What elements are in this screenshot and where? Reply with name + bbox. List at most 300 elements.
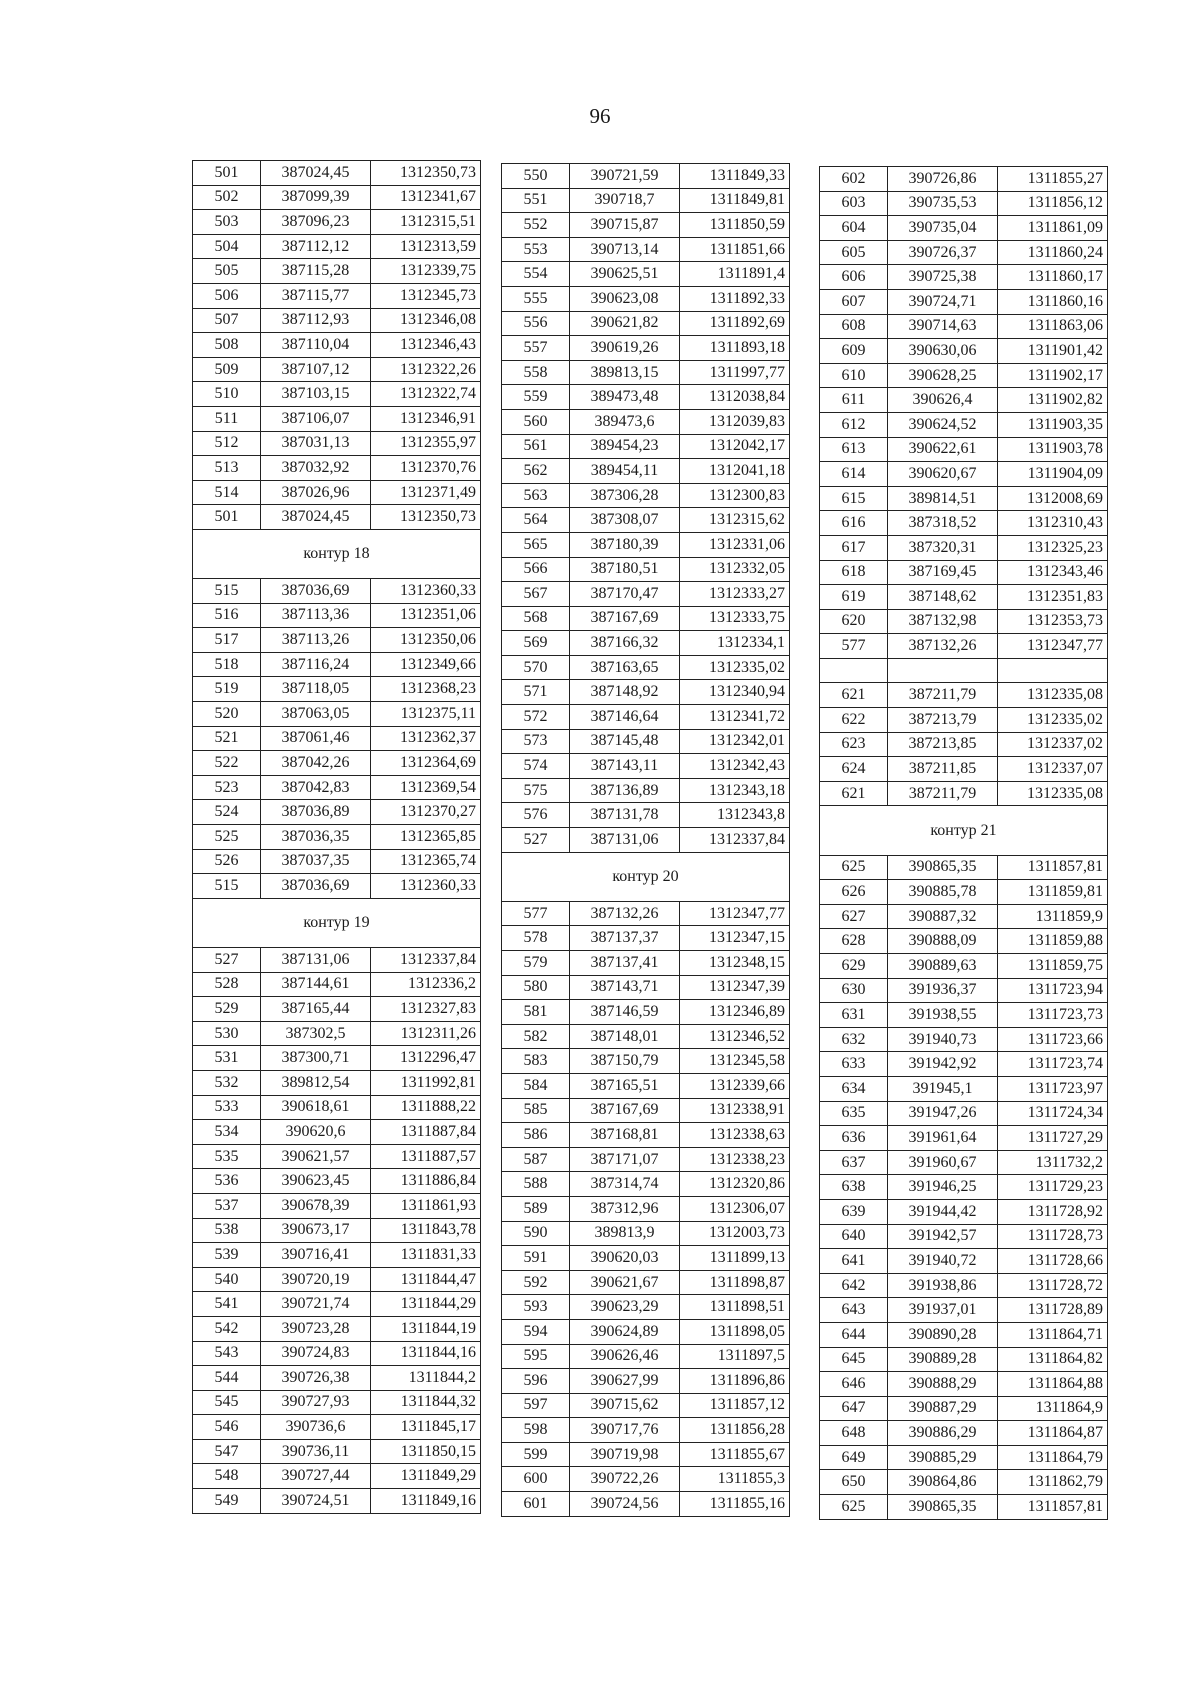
point-number-cell: 595: [502, 1344, 570, 1369]
y-coordinate-cell: 1311863,06: [998, 314, 1108, 339]
y-coordinate-cell: 1312365,74: [371, 849, 481, 874]
x-coordinate-cell: 391942,92: [888, 1052, 998, 1077]
x-coordinate-cell: 391936,37: [888, 978, 998, 1003]
point-number-cell: 501: [193, 161, 261, 186]
point-number-cell: 523: [193, 775, 261, 800]
table-row: [502, 508, 790, 533]
y-coordinate-cell: 1312343,8: [680, 803, 790, 828]
x-coordinate-cell: 391960,67: [888, 1150, 998, 1175]
x-coordinate-cell: 390717,76: [570, 1418, 680, 1443]
table-row: [820, 855, 1108, 880]
point-number-cell: 578: [502, 926, 570, 951]
table-row: [820, 1101, 1108, 1126]
point-number-cell: 621: [820, 781, 888, 806]
point-number-cell: 626: [820, 880, 888, 905]
x-coordinate-cell: 387063,05: [261, 702, 371, 727]
x-coordinate-cell: 390624,52: [888, 412, 998, 437]
x-coordinate-cell: 387103,15: [261, 382, 371, 407]
y-coordinate-cell: 1312345,58: [680, 1049, 790, 1074]
point-number-cell: 619: [820, 585, 888, 610]
x-coordinate-cell: 387148,01: [570, 1024, 680, 1049]
y-coordinate-cell: 1311904,09: [998, 462, 1108, 487]
x-coordinate-cell: 387113,26: [261, 628, 371, 653]
point-number-cell: 542: [193, 1316, 261, 1341]
x-coordinate-cell: 390621,57: [261, 1144, 371, 1169]
point-number-cell: 637: [820, 1150, 888, 1175]
point-number-cell: 588: [502, 1172, 570, 1197]
table-row: [193, 726, 481, 751]
point-number-cell: 532: [193, 1070, 261, 1095]
table-row: [820, 1298, 1108, 1323]
x-coordinate-cell: 387211,85: [888, 757, 998, 782]
x-coordinate-cell: 389473,6: [570, 409, 680, 434]
table-row: [502, 385, 790, 410]
x-coordinate-cell: 387036,69: [261, 874, 371, 899]
table-row: [502, 1172, 790, 1197]
page-number: 96: [589, 104, 611, 128]
y-coordinate-cell: 1312335,08: [998, 683, 1108, 708]
table-row: [193, 1267, 481, 1292]
x-coordinate-cell: 390625,51: [570, 262, 680, 287]
x-coordinate-cell: 390623,08: [570, 286, 680, 311]
y-coordinate-cell: 1312335,08: [998, 781, 1108, 806]
point-number-cell: 507: [193, 308, 261, 333]
table-row: [193, 1390, 481, 1415]
table-row: [820, 1273, 1108, 1298]
x-coordinate-cell: 390627,99: [570, 1369, 680, 1394]
table-row: [502, 1073, 790, 1098]
x-coordinate-cell: 390736,6: [261, 1415, 371, 1440]
x-coordinate-cell: 390673,17: [261, 1218, 371, 1243]
table-row: [820, 708, 1108, 733]
table-row: [820, 978, 1108, 1003]
point-number-cell: 635: [820, 1101, 888, 1126]
y-coordinate-cell: 1312347,77: [998, 634, 1108, 659]
x-coordinate-cell: 387115,77: [261, 283, 371, 308]
point-number-cell: 622: [820, 708, 888, 733]
y-coordinate-cell: 1311856,28: [680, 1418, 790, 1443]
point-number-cell: 625: [820, 1495, 888, 1520]
point-number-cell: 582: [502, 1024, 570, 1049]
point-number-cell: 586: [502, 1123, 570, 1148]
point-number-cell: 515: [193, 874, 261, 899]
x-coordinate-cell: 390725,38: [888, 265, 998, 290]
point-number-cell: 613: [820, 437, 888, 462]
point-number-cell: 639: [820, 1199, 888, 1224]
y-coordinate-cell: 1312346,89: [680, 1000, 790, 1025]
x-coordinate-cell: 390621,67: [570, 1270, 680, 1295]
table-row: [193, 1415, 481, 1440]
y-coordinate-cell: 1311891,4: [680, 262, 790, 287]
table-row: [820, 904, 1108, 929]
table-row: [502, 1024, 790, 1049]
x-coordinate-cell: 387143,11: [570, 754, 680, 779]
y-coordinate-cell: 1311849,29: [371, 1464, 481, 1489]
x-coordinate-cell: 390865,35: [888, 855, 998, 880]
y-coordinate-cell: 1311861,09: [998, 216, 1108, 241]
x-coordinate-cell: 390626,46: [570, 1344, 680, 1369]
table-row: [502, 237, 790, 262]
point-number-cell: 649: [820, 1445, 888, 1470]
y-coordinate-cell: 1312327,83: [371, 997, 481, 1022]
blank-row: [820, 658, 1108, 683]
point-number-cell: 625: [820, 855, 888, 880]
contour-heading-row: [820, 806, 1108, 855]
x-coordinate-cell: 390719,98: [570, 1442, 680, 1467]
x-coordinate-cell: 390630,06: [888, 339, 998, 364]
y-coordinate-cell: 1312342,43: [680, 754, 790, 779]
y-coordinate-cell: 1311899,13: [680, 1246, 790, 1271]
table-row: [820, 1126, 1108, 1151]
point-number-cell: 611: [820, 388, 888, 413]
table-row: [193, 849, 481, 874]
y-coordinate-cell: 1312365,85: [371, 825, 481, 850]
table-row: [502, 1319, 790, 1344]
point-number-cell: 536: [193, 1169, 261, 1194]
x-coordinate-cell: 390620,03: [570, 1246, 680, 1271]
x-coordinate-cell: 387167,69: [570, 606, 680, 631]
table-row: [193, 1120, 481, 1145]
y-coordinate-cell: 1312322,74: [371, 382, 481, 407]
x-coordinate-cell: 390726,86: [888, 167, 998, 192]
y-coordinate-cell: 1311859,81: [998, 880, 1108, 905]
table-row: [193, 825, 481, 850]
x-coordinate-cell: 387116,24: [261, 652, 371, 677]
table-row: [193, 1489, 481, 1514]
x-coordinate-cell: 391938,55: [888, 1003, 998, 1028]
point-number-cell: 632: [820, 1027, 888, 1052]
contour-heading: контур 19: [193, 898, 481, 947]
y-coordinate-cell: 1312342,01: [680, 729, 790, 754]
y-coordinate-cell: 1312350,06: [371, 628, 481, 653]
x-coordinate-cell: 387168,81: [570, 1123, 680, 1148]
x-coordinate-cell: 387318,52: [888, 511, 998, 536]
point-number-cell: 616: [820, 511, 888, 536]
y-coordinate-cell: 1311859,75: [998, 954, 1108, 979]
y-coordinate-cell: 1311861,93: [371, 1193, 481, 1218]
y-coordinate-cell: 1312345,73: [371, 283, 481, 308]
y-coordinate-cell: 1312346,43: [371, 333, 481, 358]
y-coordinate-cell: 1312313,59: [371, 234, 481, 259]
point-number-cell: 563: [502, 483, 570, 508]
point-number-cell: 610: [820, 363, 888, 388]
table-row: [502, 680, 790, 705]
x-coordinate-cell: 391947,26: [888, 1101, 998, 1126]
x-coordinate-cell: 387213,85: [888, 732, 998, 757]
point-number-cell: 585: [502, 1098, 570, 1123]
point-number-cell: 577: [502, 901, 570, 926]
y-coordinate-cell: 1311859,9: [998, 904, 1108, 929]
x-coordinate-cell: 391961,64: [888, 1126, 998, 1151]
y-coordinate-cell: 1312337,07: [998, 757, 1108, 782]
table-row: [193, 1341, 481, 1366]
table-row: [820, 412, 1108, 437]
table-row: [820, 1150, 1108, 1175]
y-coordinate-cell: 1311903,78: [998, 437, 1108, 462]
x-coordinate-cell: 390722,26: [570, 1467, 680, 1492]
x-coordinate-cell: 390713,14: [570, 237, 680, 262]
x-coordinate-cell: 387026,96: [261, 480, 371, 505]
table-row: [502, 1098, 790, 1123]
y-coordinate-cell: 1312341,72: [680, 705, 790, 730]
point-number-cell: 614: [820, 462, 888, 487]
y-coordinate-cell: 1312300,83: [680, 483, 790, 508]
y-coordinate-cell: 1312333,27: [680, 582, 790, 607]
y-coordinate-cell: 1311892,33: [680, 286, 790, 311]
x-coordinate-cell: 389813,9: [570, 1221, 680, 1246]
table-row: [820, 511, 1108, 536]
y-coordinate-cell: 1311886,84: [371, 1169, 481, 1194]
point-number-cell: 647: [820, 1396, 888, 1421]
y-coordinate-cell: 1312003,73: [680, 1221, 790, 1246]
x-coordinate-cell: 387131,06: [570, 828, 680, 853]
y-coordinate-cell: 1312038,84: [680, 385, 790, 410]
table-row: [193, 283, 481, 308]
point-number-cell: 565: [502, 532, 570, 557]
point-number-cell: 620: [820, 609, 888, 634]
x-coordinate-cell: 390888,09: [888, 929, 998, 954]
x-coordinate-cell: 390885,78: [888, 880, 998, 905]
point-number-cell: 560: [502, 409, 570, 434]
point-number-cell: 645: [820, 1347, 888, 1372]
y-coordinate-cell: 1312370,76: [371, 456, 481, 481]
y-coordinate-cell: 1311728,92: [998, 1199, 1108, 1224]
x-coordinate-cell: 387115,28: [261, 259, 371, 284]
point-number-cell: 531: [193, 1046, 261, 1071]
y-coordinate-cell: 1312315,51: [371, 210, 481, 235]
point-number-cell: 550: [502, 164, 570, 189]
point-number-cell: 521: [193, 726, 261, 751]
x-coordinate-cell: 387024,45: [261, 505, 371, 530]
table-row: [193, 1144, 481, 1169]
y-coordinate-cell: 1312332,05: [680, 557, 790, 582]
table-row: [193, 406, 481, 431]
x-coordinate-cell: 387137,41: [570, 951, 680, 976]
x-coordinate-cell: 387132,98: [888, 609, 998, 634]
y-coordinate-cell: 1312350,73: [371, 505, 481, 530]
table-row: [193, 948, 481, 973]
table-row: [502, 1467, 790, 1492]
table-row: [502, 1221, 790, 1246]
y-coordinate-cell: 1312346,52: [680, 1024, 790, 1049]
point-number-cell: 539: [193, 1243, 261, 1268]
coordinate-table-column-3: [819, 166, 1108, 1520]
point-number-cell: 517: [193, 628, 261, 653]
y-coordinate-cell: 1311887,84: [371, 1120, 481, 1145]
y-coordinate-cell: 1312008,69: [998, 486, 1108, 511]
y-coordinate-cell: 1312336,2: [371, 972, 481, 997]
x-coordinate-cell: 387099,39: [261, 185, 371, 210]
point-number-cell: 551: [502, 188, 570, 213]
point-number-cell: 603: [820, 191, 888, 216]
y-coordinate-cell: 1311728,66: [998, 1249, 1108, 1274]
x-coordinate-cell: 387308,07: [570, 508, 680, 533]
y-coordinate-cell: 1311855,67: [680, 1442, 790, 1467]
y-coordinate-cell: 1312375,11: [371, 702, 481, 727]
y-coordinate-cell: 1311831,33: [371, 1243, 481, 1268]
table-row: [820, 462, 1108, 487]
point-number-cell: 609: [820, 339, 888, 364]
point-number-cell: 631: [820, 1003, 888, 1028]
x-coordinate-cell: 387146,59: [570, 1000, 680, 1025]
point-number-cell: 526: [193, 849, 261, 874]
table-row: [193, 702, 481, 727]
y-coordinate-cell: 1311864,9: [998, 1396, 1108, 1421]
y-coordinate-cell: 1312350,73: [371, 161, 481, 186]
table-row: [502, 655, 790, 680]
table-row: [820, 191, 1108, 216]
x-coordinate-cell: 387144,61: [261, 972, 371, 997]
table-row: [820, 1421, 1108, 1446]
table-row: [502, 434, 790, 459]
point-number-cell: 522: [193, 751, 261, 776]
table-row: [502, 606, 790, 631]
x-coordinate-cell: 387213,79: [888, 708, 998, 733]
x-coordinate-cell: 387036,35: [261, 825, 371, 850]
table-row: [193, 382, 481, 407]
y-coordinate-cell: 1311997,77: [680, 360, 790, 385]
point-number-cell: 566: [502, 557, 570, 582]
table-row: [193, 997, 481, 1022]
y-coordinate-cell: 1311903,35: [998, 412, 1108, 437]
table-row: [820, 535, 1108, 560]
x-coordinate-cell: 387150,79: [570, 1049, 680, 1074]
y-coordinate-cell: 1311887,57: [371, 1144, 481, 1169]
table-row: [820, 757, 1108, 782]
point-number-cell: 600: [502, 1467, 570, 1492]
table-row: [193, 357, 481, 382]
point-number-cell: 576: [502, 803, 570, 828]
table-row: [502, 1369, 790, 1394]
x-coordinate-cell: 390619,26: [570, 336, 680, 361]
x-coordinate-cell: 387107,12: [261, 357, 371, 382]
y-coordinate-cell: 1311723,73: [998, 1003, 1108, 1028]
x-coordinate-cell: 390724,83: [261, 1341, 371, 1366]
x-coordinate-cell: 387300,71: [261, 1046, 371, 1071]
y-coordinate-cell: 1311864,82: [998, 1347, 1108, 1372]
y-coordinate-cell: 1311844,16: [371, 1341, 481, 1366]
blank-cell: [998, 658, 1108, 683]
point-number-cell: 534: [193, 1120, 261, 1145]
x-coordinate-cell: 390621,82: [570, 311, 680, 336]
y-coordinate-cell: 1312337,02: [998, 732, 1108, 757]
table-row: [193, 210, 481, 235]
y-coordinate-cell: 1312042,17: [680, 434, 790, 459]
point-number-cell: 568: [502, 606, 570, 631]
x-coordinate-cell: 387166,32: [570, 631, 680, 656]
point-number-cell: 644: [820, 1322, 888, 1347]
table-row: [502, 1147, 790, 1172]
table-row: [193, 1292, 481, 1317]
contour-heading-row: [502, 852, 790, 901]
y-coordinate-cell: 1312306,07: [680, 1196, 790, 1221]
y-coordinate-cell: 1311728,72: [998, 1273, 1108, 1298]
y-coordinate-cell: 1311860,24: [998, 240, 1108, 265]
point-number-cell: 514: [193, 480, 261, 505]
x-coordinate-cell: 387165,51: [570, 1073, 680, 1098]
x-coordinate-cell: 387167,69: [570, 1098, 680, 1123]
x-coordinate-cell: 390718,7: [570, 188, 680, 213]
table-row: [502, 409, 790, 434]
y-coordinate-cell: 1312351,06: [371, 603, 481, 628]
point-number-cell: 528: [193, 972, 261, 997]
table-row: [820, 1445, 1108, 1470]
y-coordinate-cell: 1311732,2: [998, 1150, 1108, 1175]
point-number-cell: 596: [502, 1369, 570, 1394]
y-coordinate-cell: 1311898,05: [680, 1319, 790, 1344]
table-row: [193, 185, 481, 210]
x-coordinate-cell: 387112,12: [261, 234, 371, 259]
point-number-cell: 571: [502, 680, 570, 705]
y-coordinate-cell: 1311850,59: [680, 213, 790, 238]
point-number-cell: 594: [502, 1319, 570, 1344]
point-number-cell: 519: [193, 677, 261, 702]
point-number-cell: 503: [193, 210, 261, 235]
table-row: [820, 1076, 1108, 1101]
x-coordinate-cell: 390865,35: [888, 1495, 998, 1520]
x-coordinate-cell: 391944,42: [888, 1199, 998, 1224]
y-coordinate-cell: 1311992,81: [371, 1070, 481, 1095]
point-number-cell: 577: [820, 634, 888, 659]
y-coordinate-cell: 1311849,81: [680, 188, 790, 213]
point-number-cell: 555: [502, 286, 570, 311]
table-row: [193, 431, 481, 456]
table-row: [820, 1347, 1108, 1372]
point-number-cell: 636: [820, 1126, 888, 1151]
x-coordinate-cell: 387180,51: [570, 557, 680, 582]
point-number-cell: 650: [820, 1470, 888, 1495]
contour-heading: контур 18: [193, 529, 481, 578]
table-row: [820, 265, 1108, 290]
y-coordinate-cell: 1311857,12: [680, 1393, 790, 1418]
table-row: [502, 951, 790, 976]
x-coordinate-cell: 390715,62: [570, 1393, 680, 1418]
x-coordinate-cell: 390721,59: [570, 164, 680, 189]
table-row: [193, 308, 481, 333]
y-coordinate-cell: 1312335,02: [998, 708, 1108, 733]
y-coordinate-cell: 1312347,39: [680, 975, 790, 1000]
x-coordinate-cell: 390726,37: [888, 240, 998, 265]
x-coordinate-cell: 387036,69: [261, 579, 371, 604]
point-number-cell: 592: [502, 1270, 570, 1295]
coordinate-table: [192, 160, 481, 1514]
point-number-cell: 564: [502, 508, 570, 533]
table-row: [820, 585, 1108, 610]
point-number-cell: 599: [502, 1442, 570, 1467]
y-coordinate-cell: 1312310,43: [998, 511, 1108, 536]
table-row: [820, 1052, 1108, 1077]
y-coordinate-cell: 1311728,89: [998, 1298, 1108, 1323]
x-coordinate-cell: 391940,73: [888, 1027, 998, 1052]
point-number-cell: 511: [193, 406, 261, 431]
x-coordinate-cell: 387118,05: [261, 677, 371, 702]
coordinate-table: [819, 166, 1108, 1520]
y-coordinate-cell: 1311857,81: [998, 1495, 1108, 1520]
table-row: [502, 926, 790, 951]
y-coordinate-cell: 1312348,15: [680, 951, 790, 976]
table-row: [502, 483, 790, 508]
point-number-cell: 533: [193, 1095, 261, 1120]
table-row: [502, 286, 790, 311]
point-number-cell: 579: [502, 951, 570, 976]
y-coordinate-cell: 1311851,66: [680, 237, 790, 262]
table-row: [820, 167, 1108, 192]
table-row: [502, 336, 790, 361]
x-coordinate-cell: 389454,23: [570, 434, 680, 459]
point-number-cell: 558: [502, 360, 570, 385]
table-row: [193, 751, 481, 776]
table-row: [502, 729, 790, 754]
